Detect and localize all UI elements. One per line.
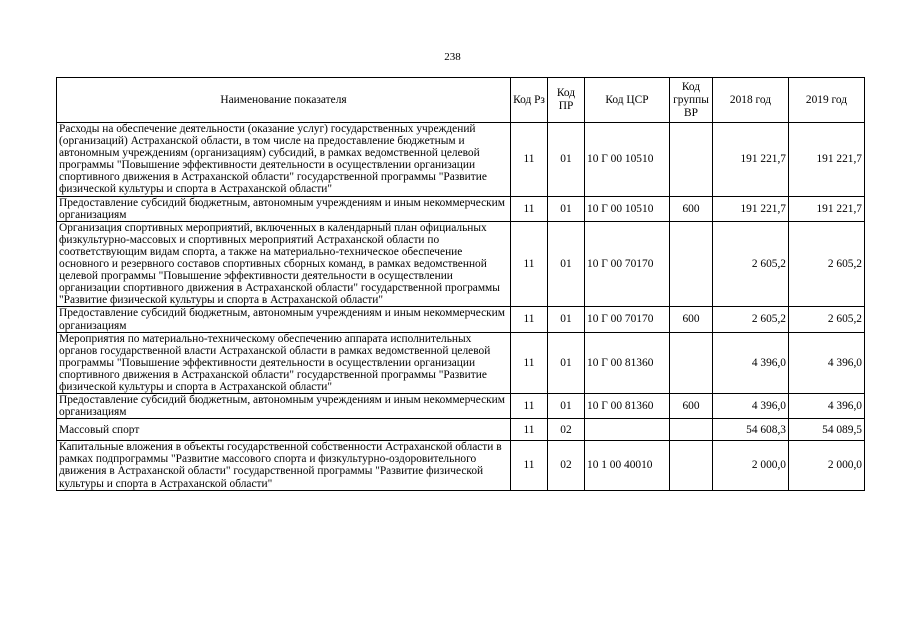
- row-csr: [585, 419, 670, 441]
- row-2019: 4 396,0: [789, 394, 865, 419]
- row-2018: 54 608,3: [713, 419, 789, 441]
- row-2018: 4 396,0: [713, 332, 789, 393]
- header-2018: 2018 год: [713, 78, 789, 123]
- row-pr: 01: [548, 221, 585, 307]
- row-2018: 4 396,0: [713, 394, 789, 419]
- header-csr: Код ЦСР: [585, 78, 670, 123]
- row-pr: 01: [548, 332, 585, 393]
- row-pr: 02: [548, 441, 585, 490]
- row-name: Предоставление субсидий бюджетным, автономным учреждениям и иным некоммерческим организациям: [57, 196, 511, 221]
- header-pr: Код ПР: [548, 78, 585, 123]
- table-row: [57, 332, 865, 393]
- row-rz: 11: [511, 196, 548, 221]
- budget-table: [56, 77, 865, 491]
- row-vr: [670, 419, 713, 441]
- row-pr: 01: [548, 307, 585, 332]
- header-row: [57, 78, 865, 123]
- row-csr: 10 Г 00 81360: [585, 332, 670, 393]
- row-vr: [670, 332, 713, 393]
- row-pr: 02: [548, 419, 585, 441]
- table-row: [57, 123, 865, 197]
- row-pr: 01: [548, 394, 585, 419]
- row-csr: 10 Г 00 10510: [585, 123, 670, 197]
- row-2019: 2 000,0: [789, 441, 865, 490]
- row-2019: 2 605,2: [789, 307, 865, 332]
- table-row: [57, 196, 865, 221]
- row-csr: 10 1 00 40010: [585, 441, 670, 490]
- table-row: [57, 441, 865, 490]
- row-name: Предоставление субсидий бюджетным, автономным учреждениям и иным некоммерческим организациям: [57, 394, 511, 419]
- row-2018: 2 605,2: [713, 221, 789, 307]
- row-rz: 11: [511, 307, 548, 332]
- row-2019: 4 396,0: [789, 332, 865, 393]
- row-2018: 2 000,0: [713, 441, 789, 490]
- row-name: Предоставление субсидий бюджетным, автономным учреждениям и иным некоммерческим организациям: [57, 307, 511, 332]
- row-pr: 01: [548, 123, 585, 197]
- row-2018: 191 221,7: [713, 196, 789, 221]
- row-vr: 600: [670, 196, 713, 221]
- row-name: Мероприятия по материально-техническому обеспечению аппарата исполнительных органов государственной власти Астраханской области в рамках ведомственной целевой программы "Повышение эффективности деятельности в осуществлении организации спортивного движения в Астраханской области" государственной программы "Развитие физической культуры и спорта в Астраханской области": [57, 332, 511, 393]
- row-name: Капитальные вложения в объекты государственной собственности Астраханской области в рамках подпрограммы "Развитие массового спорта и физкультурно-оздоровительного движения в Астраханской области" государственной программы "Развитие физической культуры и спорта в Астраханской области": [57, 441, 511, 490]
- row-vr: 600: [670, 394, 713, 419]
- row-2018: 2 605,2: [713, 307, 789, 332]
- table-row: [57, 221, 865, 307]
- row-vr: [670, 441, 713, 490]
- row-name: Массовый спорт: [57, 419, 511, 441]
- header-rz: Код Рз: [511, 78, 548, 123]
- header-name: Наименование показателя: [57, 78, 511, 123]
- row-2018: 191 221,7: [713, 123, 789, 197]
- row-rz: 11: [511, 441, 548, 490]
- row-2019: 191 221,7: [789, 196, 865, 221]
- row-rz: 11: [511, 123, 548, 197]
- row-2019: 2 605,2: [789, 221, 865, 307]
- row-pr: 01: [548, 196, 585, 221]
- row-vr: [670, 221, 713, 307]
- page-number: 238: [444, 51, 461, 63]
- row-csr: 10 Г 00 10510: [585, 196, 670, 221]
- row-csr: 10 Г 00 70170: [585, 307, 670, 332]
- row-rz: 11: [511, 419, 548, 441]
- row-rz: 11: [511, 221, 548, 307]
- row-vr: 600: [670, 307, 713, 332]
- row-name: Расходы на обеспечение деятельности (оказание услуг) государственных учреждений (организаций) Астраханской области, в том числе на предоставление бюджетным и автономным учреждениям (организациям) субсидий, в рамках ведомственной целевой программы "Повышение эффективности деятельности в осуществлении организации спортивного движения в Астраханской области" государственной программы "Развитие физической культуры и спорта в Астраханской области": [57, 123, 511, 197]
- row-csr: 10 Г 00 70170: [585, 221, 670, 307]
- header-2019: 2019 год: [789, 78, 865, 123]
- row-vr: [670, 123, 713, 197]
- row-2019: 191 221,7: [789, 123, 865, 197]
- table-row: [57, 419, 865, 441]
- table-row: [57, 307, 865, 332]
- row-name: Организация спортивных мероприятий, включенных в календарный план официальных физкультурно-массовых и спортивных мероприятий Астраханской области по соответствующим видам спорта, а также на материально-техническое обеспечение основного и резервного составов спортивных сборных команд, в рамках ведомственной целевой программы "Повышение эффективности деятельности в осуществлении организации спортивного движения в Астраханской области" государственной программы "Развитие физической культуры и спорта в Астраханской области": [57, 221, 511, 307]
- row-rz: 11: [511, 332, 548, 393]
- row-2019: 54 089,5: [789, 419, 865, 441]
- row-csr: 10 Г 00 81360: [585, 394, 670, 419]
- header-vr: Код группы ВР: [670, 78, 713, 123]
- row-rz: 11: [511, 394, 548, 419]
- table-row: [57, 394, 865, 419]
